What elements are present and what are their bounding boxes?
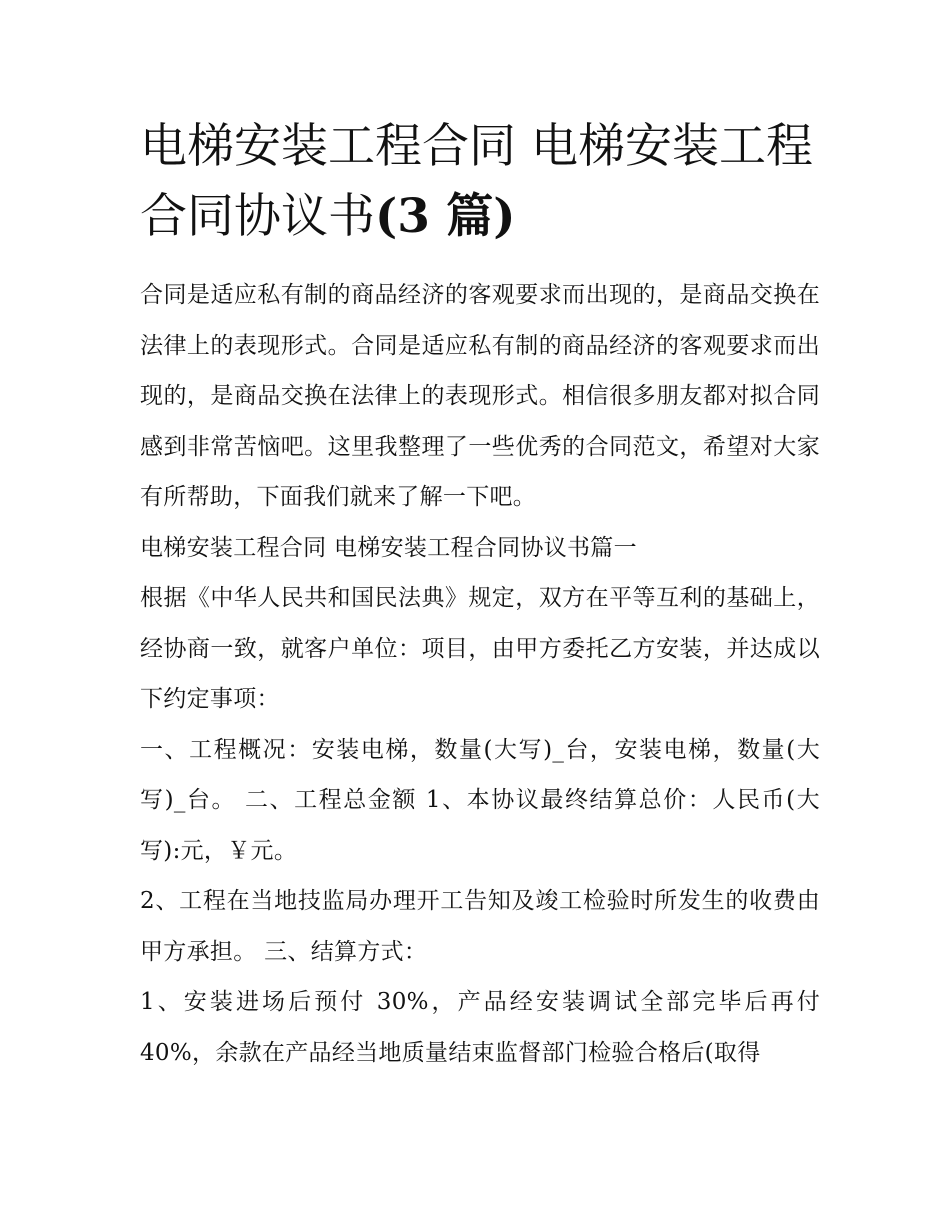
document-page [140, 112, 820, 1078]
paragraph-intro: 合同是适应私有制的商品经济的客观要求而出现的，是商品交换在法律上的表现形式。合同是适应私有制的商品经济的客观要求而出现的，是商品交换在法律上的表现形式。相信很多朋友都对拟合同感到非常苦恼吧。这里我整理了一些优秀的合同范文，希望对大家有所帮助，下面我们就来了解一下吧。 [140, 282, 820, 510]
paragraph-basis: 根据《中华人民共和国民法典》规定，双方在平等互利的基础上，经协商一致，就客户单位：项目，由甲方委托乙方安装，并达成以下约定事项： [140, 585, 820, 712]
paragraph-section-heading: 电梯安装工程合同 电梯安装工程合同协议书篇一 [140, 534, 637, 561]
title-text: 电梯安装工程合同 电梯安装工程合同协议书 [140, 119, 813, 244]
paragraph-clause-3: 1、安装进场后预付 30%，产品经安装调试全部完毕后再付 40%，余款在产品经当地质量结束监督部门检验合格后(取得 [140, 989, 820, 1066]
paragraph-clause-2: 2、工程在当地技监局办理开工告知及竣工检验时所发生的收费由甲方承担。 三、结算方式： [140, 888, 820, 965]
paragraph-clause-1: 一、工程概况：安装电梯，数量(大写)_台，安装电梯，数量(大写)_台。 二、工程总金额 1、本协议最终结算总价：人民币(大写):元，￥元。 [140, 736, 820, 864]
title-count: (3 篇) [375, 189, 516, 244]
document-title [140, 112, 820, 252]
